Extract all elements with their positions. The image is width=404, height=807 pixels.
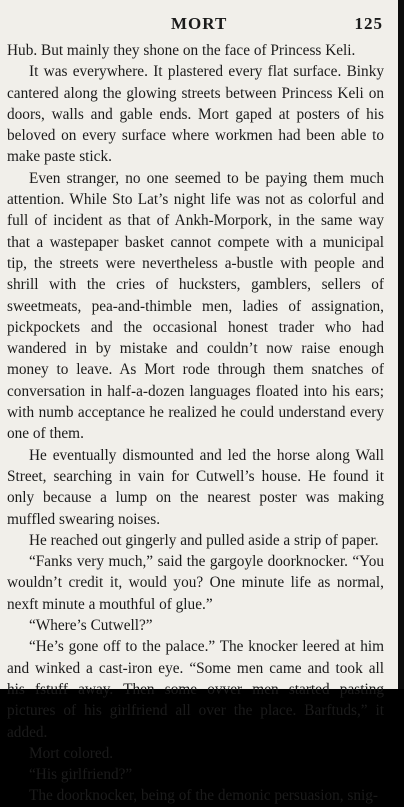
page-number: 125	[354, 14, 383, 33]
paragraph: Hub. But mainly they shone on the face of Princess Keli.	[7, 42, 356, 59]
paragraph: “Where’s Cutwell?”	[29, 617, 153, 635]
paragraph: “Fanks very much,” said the gargoyle doorknocker. “You wouldn’t credit it, would you? One minute life as normal, nexft minute a mouthful of glue.”	[7, 553, 384, 613]
paragraph: Mort colored.	[29, 744, 114, 762]
running-header	[7, 14, 384, 40]
page-edge-shadow	[398, 0, 404, 689]
body-text	[7, 40, 384, 807]
paragraph: The doorknocker, being of the demonic persuasion, snig-	[29, 787, 378, 805]
paragraph: It was everywhere. It plastered every flat surface. Binky cantered along the glowing streets between Princess Keli on doors, walls and gable ends. Mort gaped at posters of his beloved on every surface where workmen had been able to make paste stick.	[7, 63, 384, 166]
paragraph: Even stranger, no one seemed to be paying them much attention. While Sto Lat’s night life was not as colorful and full of incident as that of Ankh-Morpork, in the same way that a wastepaper basket cannot compete with a municipal tip, the streets were nevertheless a-bustle with people and shrill with the cries of hucksters, gamblers, sellers of sweetmeats, pea-and-thimble men, ladies of assignation, pickpockets and the occasional honest trader who had wandered in by mistake and couldn’t now raise enough money to leave. As Mort rode through them snatches of conversation in half-a-dozen languages floated into his ears; with numb acceptance he realized he could understand every one of them.	[7, 169, 384, 443]
paragraph: He reached out gingerly and pulled aside a strip of paper.	[29, 531, 379, 549]
paragraph: He eventually dismounted and led the horse along Wall Street, searching in vain for Cutwell’s house. He found it only because a lump on the nearest poster was making muffled swearing noises.	[7, 446, 384, 528]
running-title: MORT	[171, 14, 228, 33]
paragraph: “His girlfriend?”	[29, 766, 133, 784]
paragraph: “He’s gone off to the palace.” The knocker leered at him and winked a cast-iron eye. “Some men came and took all his fstuff away. Then some ovver men started pasting pictures of his girlfriend all over the place. Barftuds,” it added.	[7, 638, 384, 741]
